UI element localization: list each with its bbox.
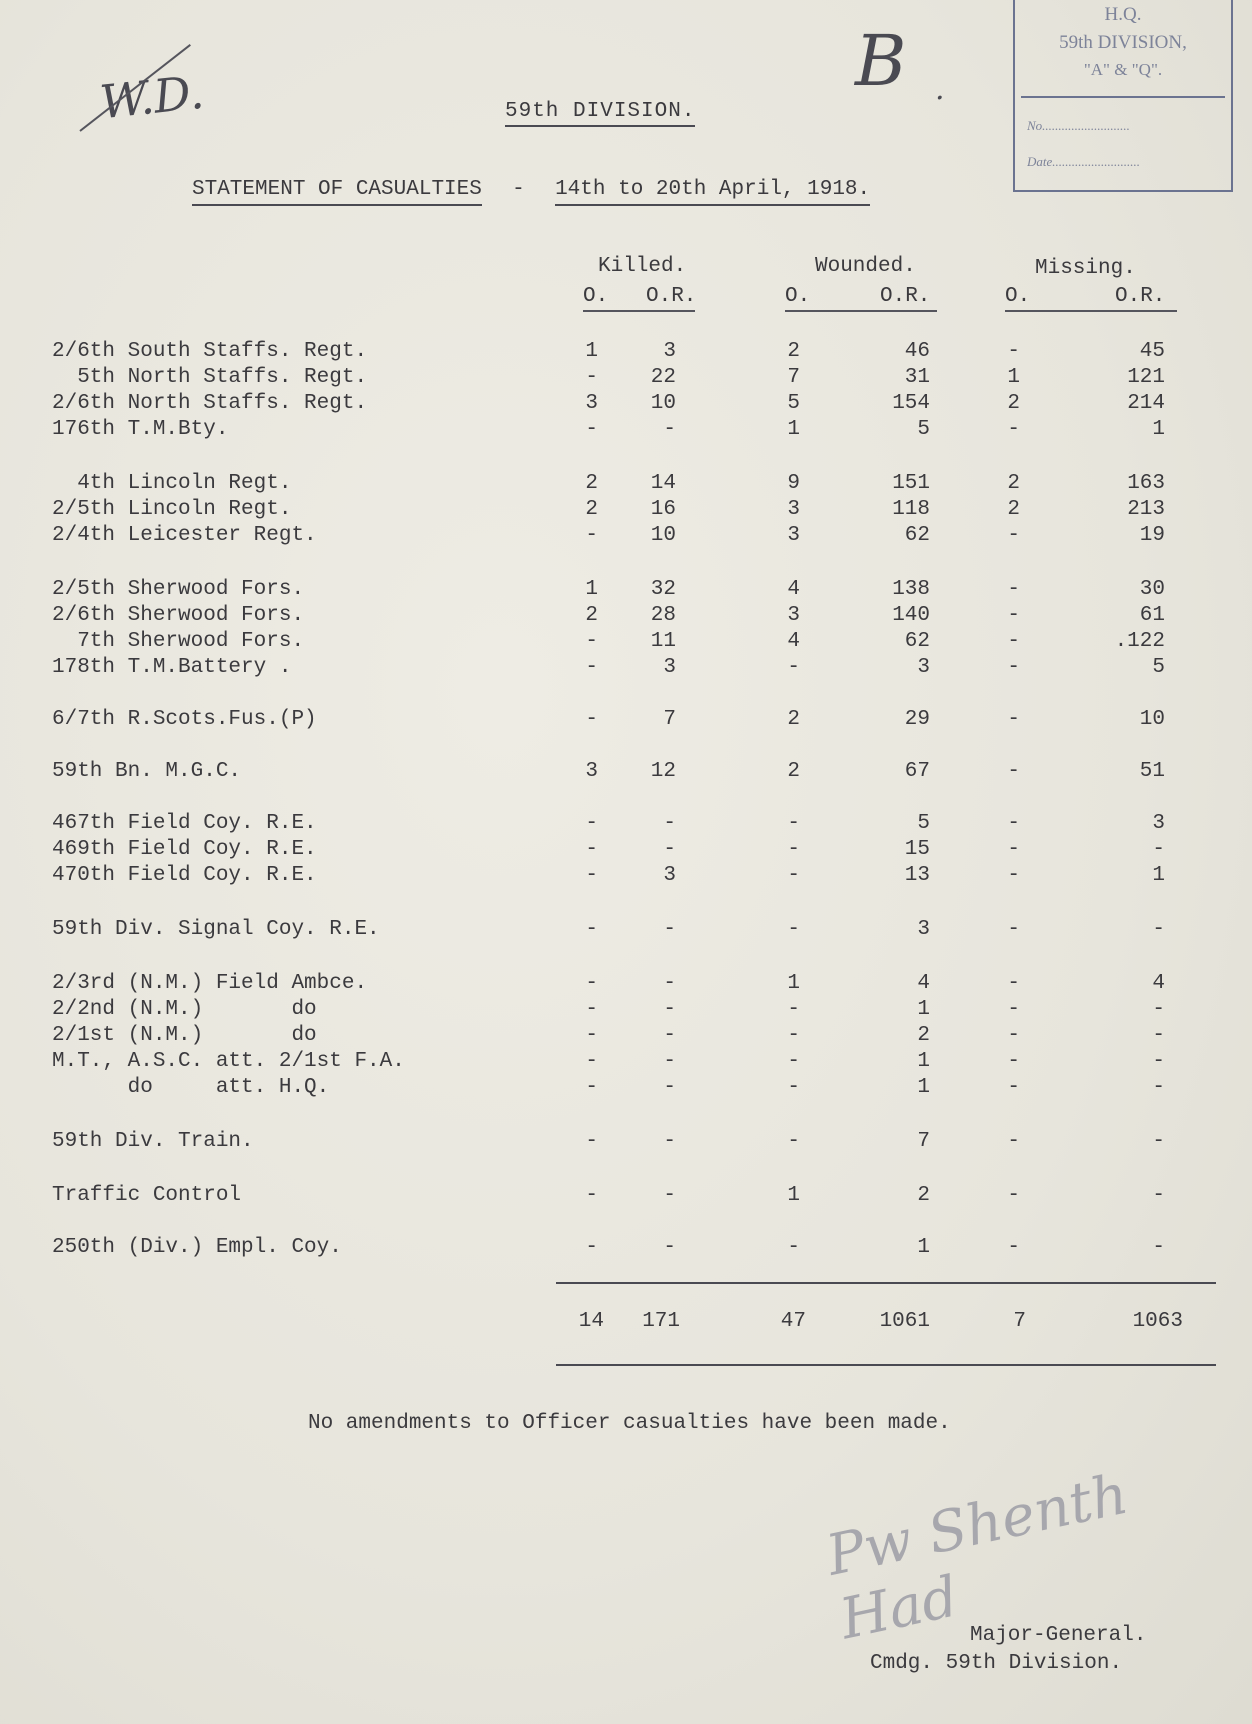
casualty-cell: 3	[663, 864, 676, 887]
statement-label: STATEMENT OF CASUALTIES	[192, 178, 482, 206]
casualty-cell: -	[1007, 1076, 1020, 1099]
casualty-cell: -	[1007, 972, 1020, 995]
casualty-cell: -	[663, 1076, 676, 1099]
casualty-cell: 7	[787, 366, 800, 389]
casualty-cell: 1	[917, 1236, 930, 1259]
signatory-rank: Major-General.	[970, 1624, 1147, 1647]
casualty-cell: 2	[1007, 392, 1020, 415]
casualty-cell: -	[787, 1024, 800, 1047]
casualty-cell: -	[585, 998, 598, 1021]
casualty-cell: 16	[650, 498, 676, 521]
casualty-cell: 10	[650, 524, 676, 547]
casualty-cell: 2	[787, 760, 800, 783]
casualty-cell: -	[585, 656, 598, 679]
casualty-cell: 2	[787, 340, 800, 363]
statement-period: 14th to 20th April, 1918.	[555, 178, 870, 206]
heading-dash: -	[512, 178, 525, 201]
casualty-cell: -	[585, 524, 598, 547]
unit-label: 2/2nd (N.M.) do	[52, 998, 317, 1021]
casualty-cell: -	[1007, 524, 1020, 547]
unit-label: 4th Lincoln Regt.	[52, 472, 292, 495]
casualty-cell: -	[1007, 1236, 1020, 1259]
unit-label: 2/3rd (N.M.) Field Ambce.	[52, 972, 368, 995]
casualty-cell: -	[1152, 1076, 1165, 1099]
casualty-cell: 1	[917, 1050, 930, 1073]
unit-label: do att. H.Q.	[52, 1076, 330, 1099]
casualty-cell: -	[1007, 864, 1020, 887]
casualty-cell: -	[663, 918, 676, 941]
casualty-cell: -	[585, 366, 598, 389]
totals-top-rule	[556, 1282, 1216, 1284]
casualty-cell: -	[663, 838, 676, 861]
casualty-cell: 1	[585, 340, 598, 363]
casualty-cell: 1	[1007, 366, 1020, 389]
casualty-cell: 140	[892, 604, 930, 627]
stamp-line-3: "A" & "Q".	[1083, 60, 1163, 79]
unit-label: 6/7th R.Scots.Fus.(P)	[52, 708, 317, 731]
total-cell: 171	[642, 1310, 680, 1333]
killed-officers-heading: O.	[583, 285, 609, 308]
casualty-cell: 62	[904, 630, 930, 653]
casualty-cell: -	[1152, 1184, 1165, 1207]
casualty-cell: 154	[892, 392, 930, 415]
casualty-cell: -	[1007, 340, 1020, 363]
missing-other-ranks-heading: O.R.	[1115, 285, 1166, 308]
casualty-cell: -	[787, 998, 800, 1021]
unit-label: 2/6th Sherwood Fors.	[52, 604, 305, 627]
casualty-cell: -	[787, 1050, 800, 1073]
casualty-cell: 2	[917, 1184, 930, 1207]
casualty-cell: 163	[1127, 472, 1165, 495]
killed-other-ranks-heading: O.R.	[646, 285, 697, 308]
killed-heading-underline	[583, 310, 695, 312]
casualty-cell: -	[663, 998, 676, 1021]
casualty-cell: 1	[1152, 864, 1165, 887]
handwritten-dot: .	[935, 72, 945, 107]
casualty-cell: 45	[1139, 340, 1165, 363]
casualty-cell: 1	[787, 972, 800, 995]
handwritten-signature: Pw Shenth Had	[821, 1461, 1134, 1653]
casualty-cell: -	[1152, 1024, 1165, 1047]
unit-label: 2/5th Sherwood Fors.	[52, 578, 305, 601]
total-cell: 1061	[879, 1310, 930, 1333]
casualty-cell: -	[585, 1024, 598, 1047]
casualty-cell: 28	[650, 604, 676, 627]
casualty-cell: -	[585, 1236, 598, 1259]
casualty-cell: 3	[787, 604, 800, 627]
casualty-cell: 121	[1127, 366, 1165, 389]
casualty-cell: -	[585, 418, 598, 441]
stamp-separator	[1021, 96, 1225, 98]
casualty-cell: 13	[904, 864, 930, 887]
casualty-cell: -	[787, 1076, 800, 1099]
unit-label: 470th Field Coy. R.E.	[52, 864, 317, 887]
casualty-cell: 10	[650, 392, 676, 415]
casualty-cell: -	[1007, 578, 1020, 601]
wounded-officers-heading: O.	[785, 285, 811, 308]
unit-label: 467th Field Coy. R.E.	[52, 812, 317, 835]
casualty-cell: 4	[787, 578, 800, 601]
total-cell: 47	[780, 1310, 806, 1333]
casualty-cell: -	[1007, 918, 1020, 941]
casualty-cell: 14	[650, 472, 676, 495]
casualty-cell: -	[585, 864, 598, 887]
casualty-cell: 3	[917, 656, 930, 679]
casualty-cell: 138	[892, 578, 930, 601]
casualty-cell: 118	[892, 498, 930, 521]
amendment-note: No amendments to Officer casualties have been made.	[308, 1412, 951, 1435]
casualty-cell: -	[585, 972, 598, 995]
casualty-cell: 214	[1127, 392, 1165, 415]
casualty-cell: -	[787, 1236, 800, 1259]
casualty-cell: 7	[663, 708, 676, 731]
unit-label: 2/5th Lincoln Regt.	[52, 498, 292, 521]
casualty-cell: 2	[585, 604, 598, 627]
casualty-cell: 3	[585, 760, 598, 783]
casualty-cell: -	[1007, 656, 1020, 679]
casualty-cell: -	[663, 1130, 676, 1153]
casualty-cell: -	[1007, 1024, 1020, 1047]
casualty-cell: 151	[892, 472, 930, 495]
casualty-cell: -	[585, 1130, 598, 1153]
casualty-cell: -	[1152, 998, 1165, 1021]
casualty-cell: 3	[787, 524, 800, 547]
casualty-cell: -	[1007, 604, 1020, 627]
casualty-cell: 5	[1152, 656, 1165, 679]
casualty-cell: -	[1007, 1184, 1020, 1207]
killed-column-heading: Killed.	[598, 255, 687, 278]
casualty-cell: -	[585, 812, 598, 835]
casualty-cell: -	[663, 1024, 676, 1047]
casualty-cell: 1	[585, 578, 598, 601]
casualty-cell: -	[787, 918, 800, 941]
casualty-cell: 3	[585, 392, 598, 415]
casualty-cell: -	[1007, 838, 1020, 861]
casualty-cell: 1	[1152, 418, 1165, 441]
casualty-cell: -	[787, 864, 800, 887]
casualty-cell: 4	[1152, 972, 1165, 995]
casualty-cell: 3	[787, 498, 800, 521]
casualty-cell: 2	[1007, 498, 1020, 521]
stamp-date-field: Date...........................	[1027, 154, 1141, 169]
casualty-cell: 213	[1127, 498, 1165, 521]
casualty-cell: 10	[1139, 708, 1165, 731]
casualty-cell: 51	[1139, 760, 1165, 783]
total-cell: 1063	[1132, 1310, 1183, 1333]
casualty-cell: -	[1007, 1130, 1020, 1153]
casualty-cell: 1	[787, 1184, 800, 1207]
handwritten-wd-annotation: W.D.	[97, 64, 207, 130]
casualty-cell: -	[1007, 630, 1020, 653]
casualty-cell: -	[787, 838, 800, 861]
casualty-cell: -	[1007, 1050, 1020, 1073]
casualty-cell: 3	[663, 340, 676, 363]
unit-label: 2/6th South Staffs. Regt.	[52, 340, 368, 363]
statement-heading	[192, 178, 870, 201]
unit-label: 5th North Staffs. Regt.	[52, 366, 368, 389]
unit-label: 250th (Div.) Empl. Coy.	[52, 1236, 342, 1259]
casualty-cell: -	[1152, 1050, 1165, 1073]
casualty-cell: -	[663, 1184, 676, 1207]
casualty-cell: -	[585, 708, 598, 731]
casualty-cell: 9	[787, 472, 800, 495]
totals-bottom-rule	[556, 1364, 1216, 1366]
casualty-cell: -	[663, 1050, 676, 1073]
casualty-cell: 67	[904, 760, 930, 783]
missing-column-heading: Missing.	[1035, 257, 1136, 280]
unit-label: 176th T.M.Bty.	[52, 418, 229, 441]
casualty-cell: 4	[917, 972, 930, 995]
stamp-line-1: H.Q.	[1104, 4, 1142, 25]
casualty-cell: 1	[917, 998, 930, 1021]
stamp-line-2: 59th DIVISION,	[1059, 32, 1187, 53]
casualty-cell: 2	[585, 472, 598, 495]
unit-label: 7th Sherwood Fors.	[52, 630, 305, 653]
casualty-cell: -	[663, 812, 676, 835]
missing-officers-heading: O.	[1005, 285, 1031, 308]
casualty-cell: -	[1007, 760, 1020, 783]
unit-label: 59th Bn. M.G.C.	[52, 760, 242, 783]
unit-label: 469th Field Coy. R.E.	[52, 838, 317, 861]
casualty-cell: 5	[917, 418, 930, 441]
casualty-cell: 31	[904, 366, 930, 389]
signatory-command: Cmdg. 59th Division.	[870, 1652, 1123, 1675]
stamp-no-field: No...........................	[1027, 118, 1130, 133]
hq-receipt-stamp	[1013, 0, 1233, 192]
casualty-cell: -	[585, 838, 598, 861]
casualty-cell: 5	[787, 392, 800, 415]
casualty-cell: 3	[1152, 812, 1165, 835]
casualty-cell: 22	[650, 366, 676, 389]
unit-label: 2/6th North Staffs. Regt.	[52, 392, 368, 415]
casualty-cell: .122	[1114, 630, 1165, 653]
document-title: 59th DIVISION.	[505, 100, 695, 127]
casualty-cell: 1	[917, 1076, 930, 1099]
casualty-cell: -	[787, 656, 800, 679]
casualty-cell: 29	[904, 708, 930, 731]
casualty-cell: 2	[585, 498, 598, 521]
casualty-cell: -	[1007, 998, 1020, 1021]
casualty-cell: -	[1152, 918, 1165, 941]
casualty-cell: 4	[787, 630, 800, 653]
casualty-cell: -	[1007, 708, 1020, 731]
casualty-cell: -	[663, 418, 676, 441]
casualty-cell: 11	[650, 630, 676, 653]
casualty-cell: 12	[650, 760, 676, 783]
casualty-cell: -	[1007, 812, 1020, 835]
casualty-cell: -	[585, 1184, 598, 1207]
wounded-heading-underline	[785, 310, 937, 312]
casualty-cell: 1	[787, 418, 800, 441]
unit-label: 178th T.M.Battery .	[52, 656, 292, 679]
casualty-cell: 3	[917, 918, 930, 941]
casualty-cell: -	[1152, 1236, 1165, 1259]
unit-label: M.T., A.S.C. att. 2/1st F.A.	[52, 1050, 405, 1073]
casualty-cell: -	[1152, 1130, 1165, 1153]
casualty-cell: -	[787, 1130, 800, 1153]
casualty-cell: 2	[1007, 472, 1020, 495]
casualty-cell: -	[585, 918, 598, 941]
casualty-cell: 15	[904, 838, 930, 861]
casualty-cell: -	[787, 812, 800, 835]
casualty-cell: 62	[904, 524, 930, 547]
unit-label: 59th Div. Train.	[52, 1130, 254, 1153]
unit-label: 2/4th Leicester Regt.	[52, 524, 317, 547]
casualty-cell: -	[1152, 838, 1165, 861]
casualty-cell: 61	[1139, 604, 1165, 627]
casualty-cell: -	[585, 1050, 598, 1073]
casualty-cell: 30	[1139, 578, 1165, 601]
casualty-cell: -	[585, 630, 598, 653]
unit-label: 59th Div. Signal Coy. R.E.	[52, 918, 380, 941]
casualty-cell: -	[663, 972, 676, 995]
casualty-cell: -	[585, 1076, 598, 1099]
unit-label: Traffic Control	[52, 1184, 242, 1207]
total-cell: 14	[578, 1310, 604, 1333]
casualty-cell: 3	[663, 656, 676, 679]
casualty-cell: 2	[917, 1024, 930, 1047]
casualty-cell: 19	[1139, 524, 1165, 547]
handwritten-letter-mark: B	[855, 20, 907, 102]
casualty-cell: 5	[917, 812, 930, 835]
unit-label: 2/1st (N.M.) do	[52, 1024, 317, 1047]
casualty-cell: 32	[650, 578, 676, 601]
wounded-other-ranks-heading: O.R.	[880, 285, 931, 308]
casualty-cell: -	[663, 1236, 676, 1259]
wounded-column-heading: Wounded.	[815, 255, 916, 278]
missing-heading-underline	[1005, 310, 1177, 312]
casualty-cell: 46	[904, 340, 930, 363]
casualty-cell: -	[1007, 418, 1020, 441]
casualty-cell: 7	[917, 1130, 930, 1153]
casualty-cell: 2	[787, 708, 800, 731]
total-cell: 7	[1013, 1310, 1026, 1333]
